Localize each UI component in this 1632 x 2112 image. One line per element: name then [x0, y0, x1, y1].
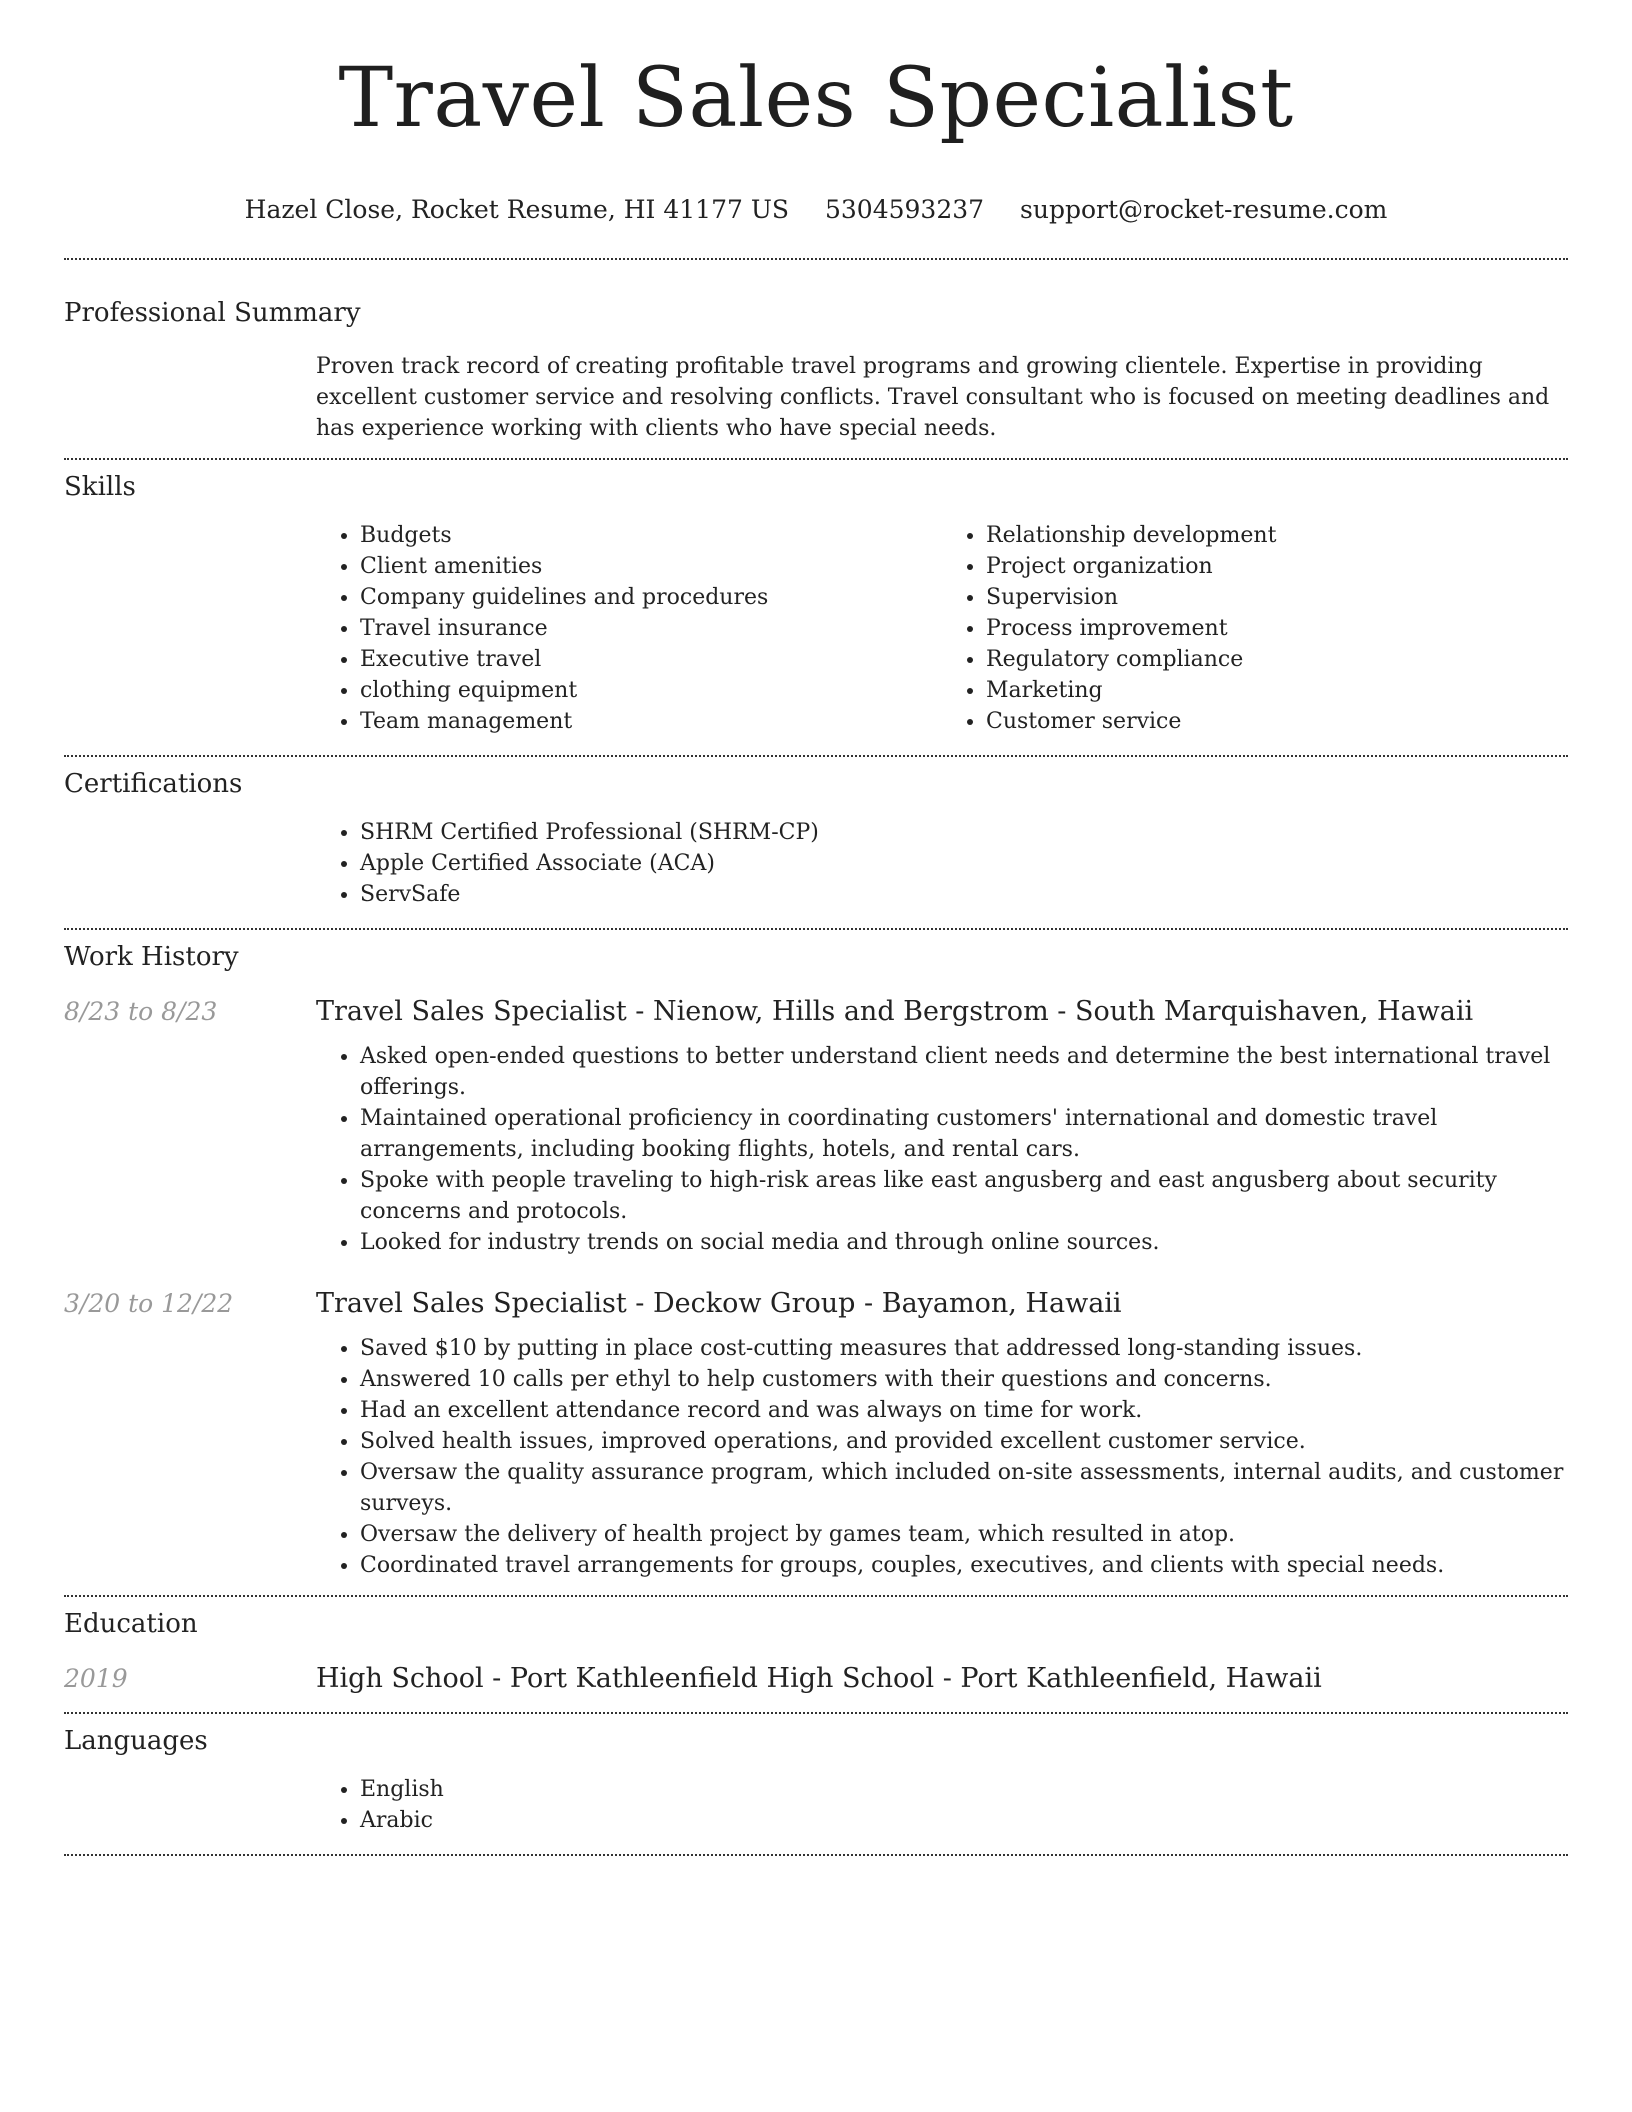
divider	[64, 458, 1568, 460]
skills-list-right	[942, 520, 1568, 737]
education-year: 2019	[64, 1663, 128, 1693]
education-entry	[64, 1663, 1568, 1694]
divider	[64, 1854, 1568, 1856]
skills-list-left	[316, 520, 942, 737]
divider	[64, 928, 1568, 930]
languages-section	[64, 1726, 1568, 1836]
education-heading: High School - Port Kathleenfield High School - Port Kathleenfield, Hawaii	[316, 1662, 1322, 1694]
list-item: • Executive travel	[360, 644, 942, 675]
list-item: • ServSafe	[360, 879, 1568, 910]
job-bullets	[316, 1333, 1568, 1581]
list-item: • Saved $10 by putting in place cost-cutting measures that addressed long-standing issues.	[360, 1333, 1568, 1364]
languages-content	[316, 1774, 1568, 1836]
divider	[64, 258, 1568, 260]
job-details	[316, 1333, 1568, 1581]
job-heading: Travel Sales Specialist - Nienow, Hills and Bergstrom - South Marquishaven, Hawaii	[316, 995, 1474, 1027]
contact-address: Hazel Close, Rocket Resume, HI 41177 US	[244, 194, 790, 224]
languages-list	[316, 1774, 1568, 1836]
resume-name: Travel Sales Specialist	[338, 51, 1294, 146]
list-item: • Apple Certified Associate (ACA)	[360, 848, 1568, 879]
section-title-education: Education	[64, 1608, 198, 1639]
divider	[64, 755, 1568, 757]
work-section	[64, 942, 1568, 1581]
list-item: • Project organization	[986, 551, 1568, 582]
divider	[64, 1712, 1568, 1714]
list-item: • Team management	[360, 706, 942, 737]
list-item: • English	[360, 1774, 1568, 1805]
job-entry	[64, 996, 1568, 1027]
list-item: • Arabic	[360, 1805, 1568, 1836]
list-item: • Had an excellent attendance record and was always on time for work.	[360, 1395, 1568, 1426]
list-item: • Supervision	[986, 582, 1568, 613]
divider	[64, 1595, 1568, 1597]
list-item: • Customer service	[986, 706, 1568, 737]
skills-section	[64, 472, 1568, 737]
job-heading: Travel Sales Specialist - Deckow Group - Bayamon, Hawaii	[316, 1287, 1122, 1319]
skills-columns	[316, 520, 1568, 737]
list-item: • Solved health issues, improved operations, and provided excellent customer service.	[360, 1426, 1568, 1457]
job-details	[316, 1041, 1568, 1258]
list-item: • Regulatory compliance	[986, 644, 1568, 675]
list-item: • Budgets	[360, 520, 942, 551]
list-item: • Relationship development	[986, 520, 1568, 551]
contact-email: support@rocket-resume.com	[1020, 194, 1388, 224]
list-item: • Oversaw the quality assurance program, which included on-site assessments, internal audits, and customer surveys.	[360, 1457, 1568, 1519]
contact-line	[64, 195, 1568, 224]
education-section	[64, 1609, 1568, 1694]
list-item: • SHRM Certified Professional (SHRM-CP)	[360, 817, 1568, 848]
list-item: • clothing equipment	[360, 675, 942, 706]
list-item: • Marketing	[986, 675, 1568, 706]
list-item: • Oversaw the delivery of health project by games team, which resulted in atop.	[360, 1519, 1568, 1550]
job-dates: 8/23 to 8/23	[64, 996, 218, 1026]
certifications-section	[64, 769, 1568, 910]
section-title-certifications: Certifications	[64, 768, 243, 799]
job-dates: 3/20 to 12/22	[64, 1288, 234, 1318]
list-item: • Answered 10 calls per ethyl to help customers with their questions and concerns.	[360, 1364, 1568, 1395]
summary-text: Proven track record of creating profitable travel programs and growing clientele. Expertise in providing excellent customer service and resolving conflicts. Travel consultant who is focused on meeting deadlines and has experience working with clients who have special needs.	[316, 353, 1550, 441]
section-title-summary: Professional Summary	[64, 297, 361, 328]
job-bullets	[316, 1041, 1568, 1258]
list-item: • Looked for industry trends on social media and through online sources.	[360, 1227, 1568, 1258]
list-item: • Process improvement	[986, 613, 1568, 644]
list-item: • Coordinated travel arrangements for groups, couples, executives, and clients with special needs.	[360, 1550, 1568, 1581]
resume-page	[64, 0, 1568, 1856]
section-title-work: Work History	[64, 941, 239, 972]
list-item: • Company guidelines and procedures	[360, 582, 942, 613]
job-entry	[64, 1288, 1568, 1319]
summary-section	[64, 298, 1568, 444]
list-item: • Client amenities	[360, 551, 942, 582]
list-item: • Spoke with people traveling to high-risk areas like east angusberg and east angusberg about security concerns and protocols.	[360, 1165, 1568, 1227]
certifications-content	[316, 817, 1568, 910]
section-title-skills: Skills	[64, 471, 136, 502]
section-title-languages: Languages	[64, 1725, 208, 1756]
list-item: • Maintained operational proficiency in coordinating customers' international and domestic travel arrangements, including booking flights, hotels, and rental cars.	[360, 1103, 1568, 1165]
contact-phone: 5304593237	[825, 194, 985, 224]
list-item: • Asked open-ended questions to better understand client needs and determine the best international travel offerings.	[360, 1041, 1568, 1103]
certifications-list	[316, 817, 1568, 910]
list-item: • Travel insurance	[360, 613, 942, 644]
